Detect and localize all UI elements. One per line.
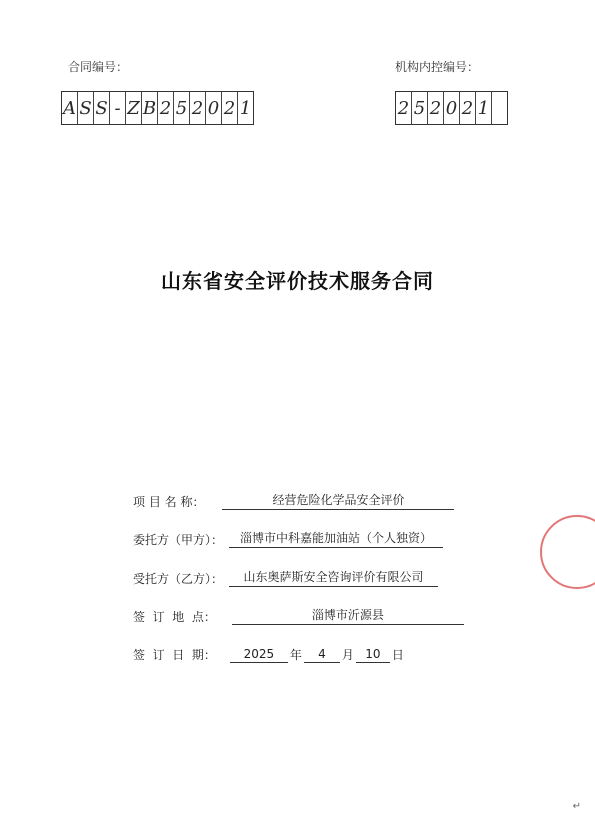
internal-no-char-4: 2 [460, 92, 476, 124]
document-title: 山东省安全评价技术服务合同 [161, 269, 434, 293]
client-row [133, 530, 443, 548]
project-value: 经营危险化学品安全评价 [222, 491, 454, 510]
date-day: 10 [356, 647, 390, 663]
internal-no-label: 机构内控编号： [395, 60, 480, 74]
internal-no-char-0: 2 [396, 92, 412, 124]
date-year-unit: 年 [289, 648, 302, 662]
project-label: 项 目 名 称： [133, 495, 205, 509]
internal-no-char-3: 0 [444, 92, 460, 124]
contract-no-char-1: S [78, 92, 94, 124]
location-value: 淄博市沂源县 [232, 606, 464, 625]
contractor-value: 山东奥萨斯安全咨询评价有限公司 [229, 568, 438, 587]
contractor-label: 受托方（乙方）： [133, 572, 224, 586]
contract-no-label: 合同编号： [68, 60, 129, 74]
contract-no-char-4: Z [126, 92, 142, 124]
internal-no-char-1: 5 [412, 92, 428, 124]
contractor-row [133, 569, 438, 587]
date-label: 签 订 日 期： [133, 648, 216, 662]
date-month-unit: 月 [341, 648, 354, 662]
location-label: 签 订 地 点： [133, 610, 216, 624]
client-value: 淄博市中科嘉能加油站（个人独资） [229, 529, 443, 548]
internal-no-char-6 [492, 92, 507, 124]
location-row [133, 607, 464, 625]
client-label: 委托方（甲方）： [133, 533, 224, 547]
contract-no-char-3: - [110, 92, 126, 124]
internal-no-char-2: 2 [428, 92, 444, 124]
corner-mark: ↵ [572, 801, 581, 812]
contract-no-char-11: 1 [239, 97, 252, 119]
internal-no-char-5: 1 [476, 92, 492, 124]
date-row [133, 645, 404, 663]
contract-no-char-0: A [62, 92, 78, 124]
date-day-unit: 日 [391, 648, 404, 662]
contract-no-char-10: 2 [222, 92, 238, 124]
date-month: 4 [304, 647, 340, 663]
contract-no-char-5: B [142, 92, 158, 124]
contract-no-char-6: 2 [158, 92, 174, 124]
internal-no-boxes [395, 91, 508, 125]
contract-no-char-8: 2 [190, 92, 206, 124]
date-year: 2025 [230, 647, 288, 663]
contract-no-char-9: 0 [206, 92, 222, 124]
seal-stamp [540, 515, 595, 589]
contract-no-char-7: 5 [174, 92, 190, 124]
contract-no-boxes [61, 91, 254, 125]
project-row [133, 492, 454, 510]
contract-no-char-2: S [94, 92, 110, 124]
